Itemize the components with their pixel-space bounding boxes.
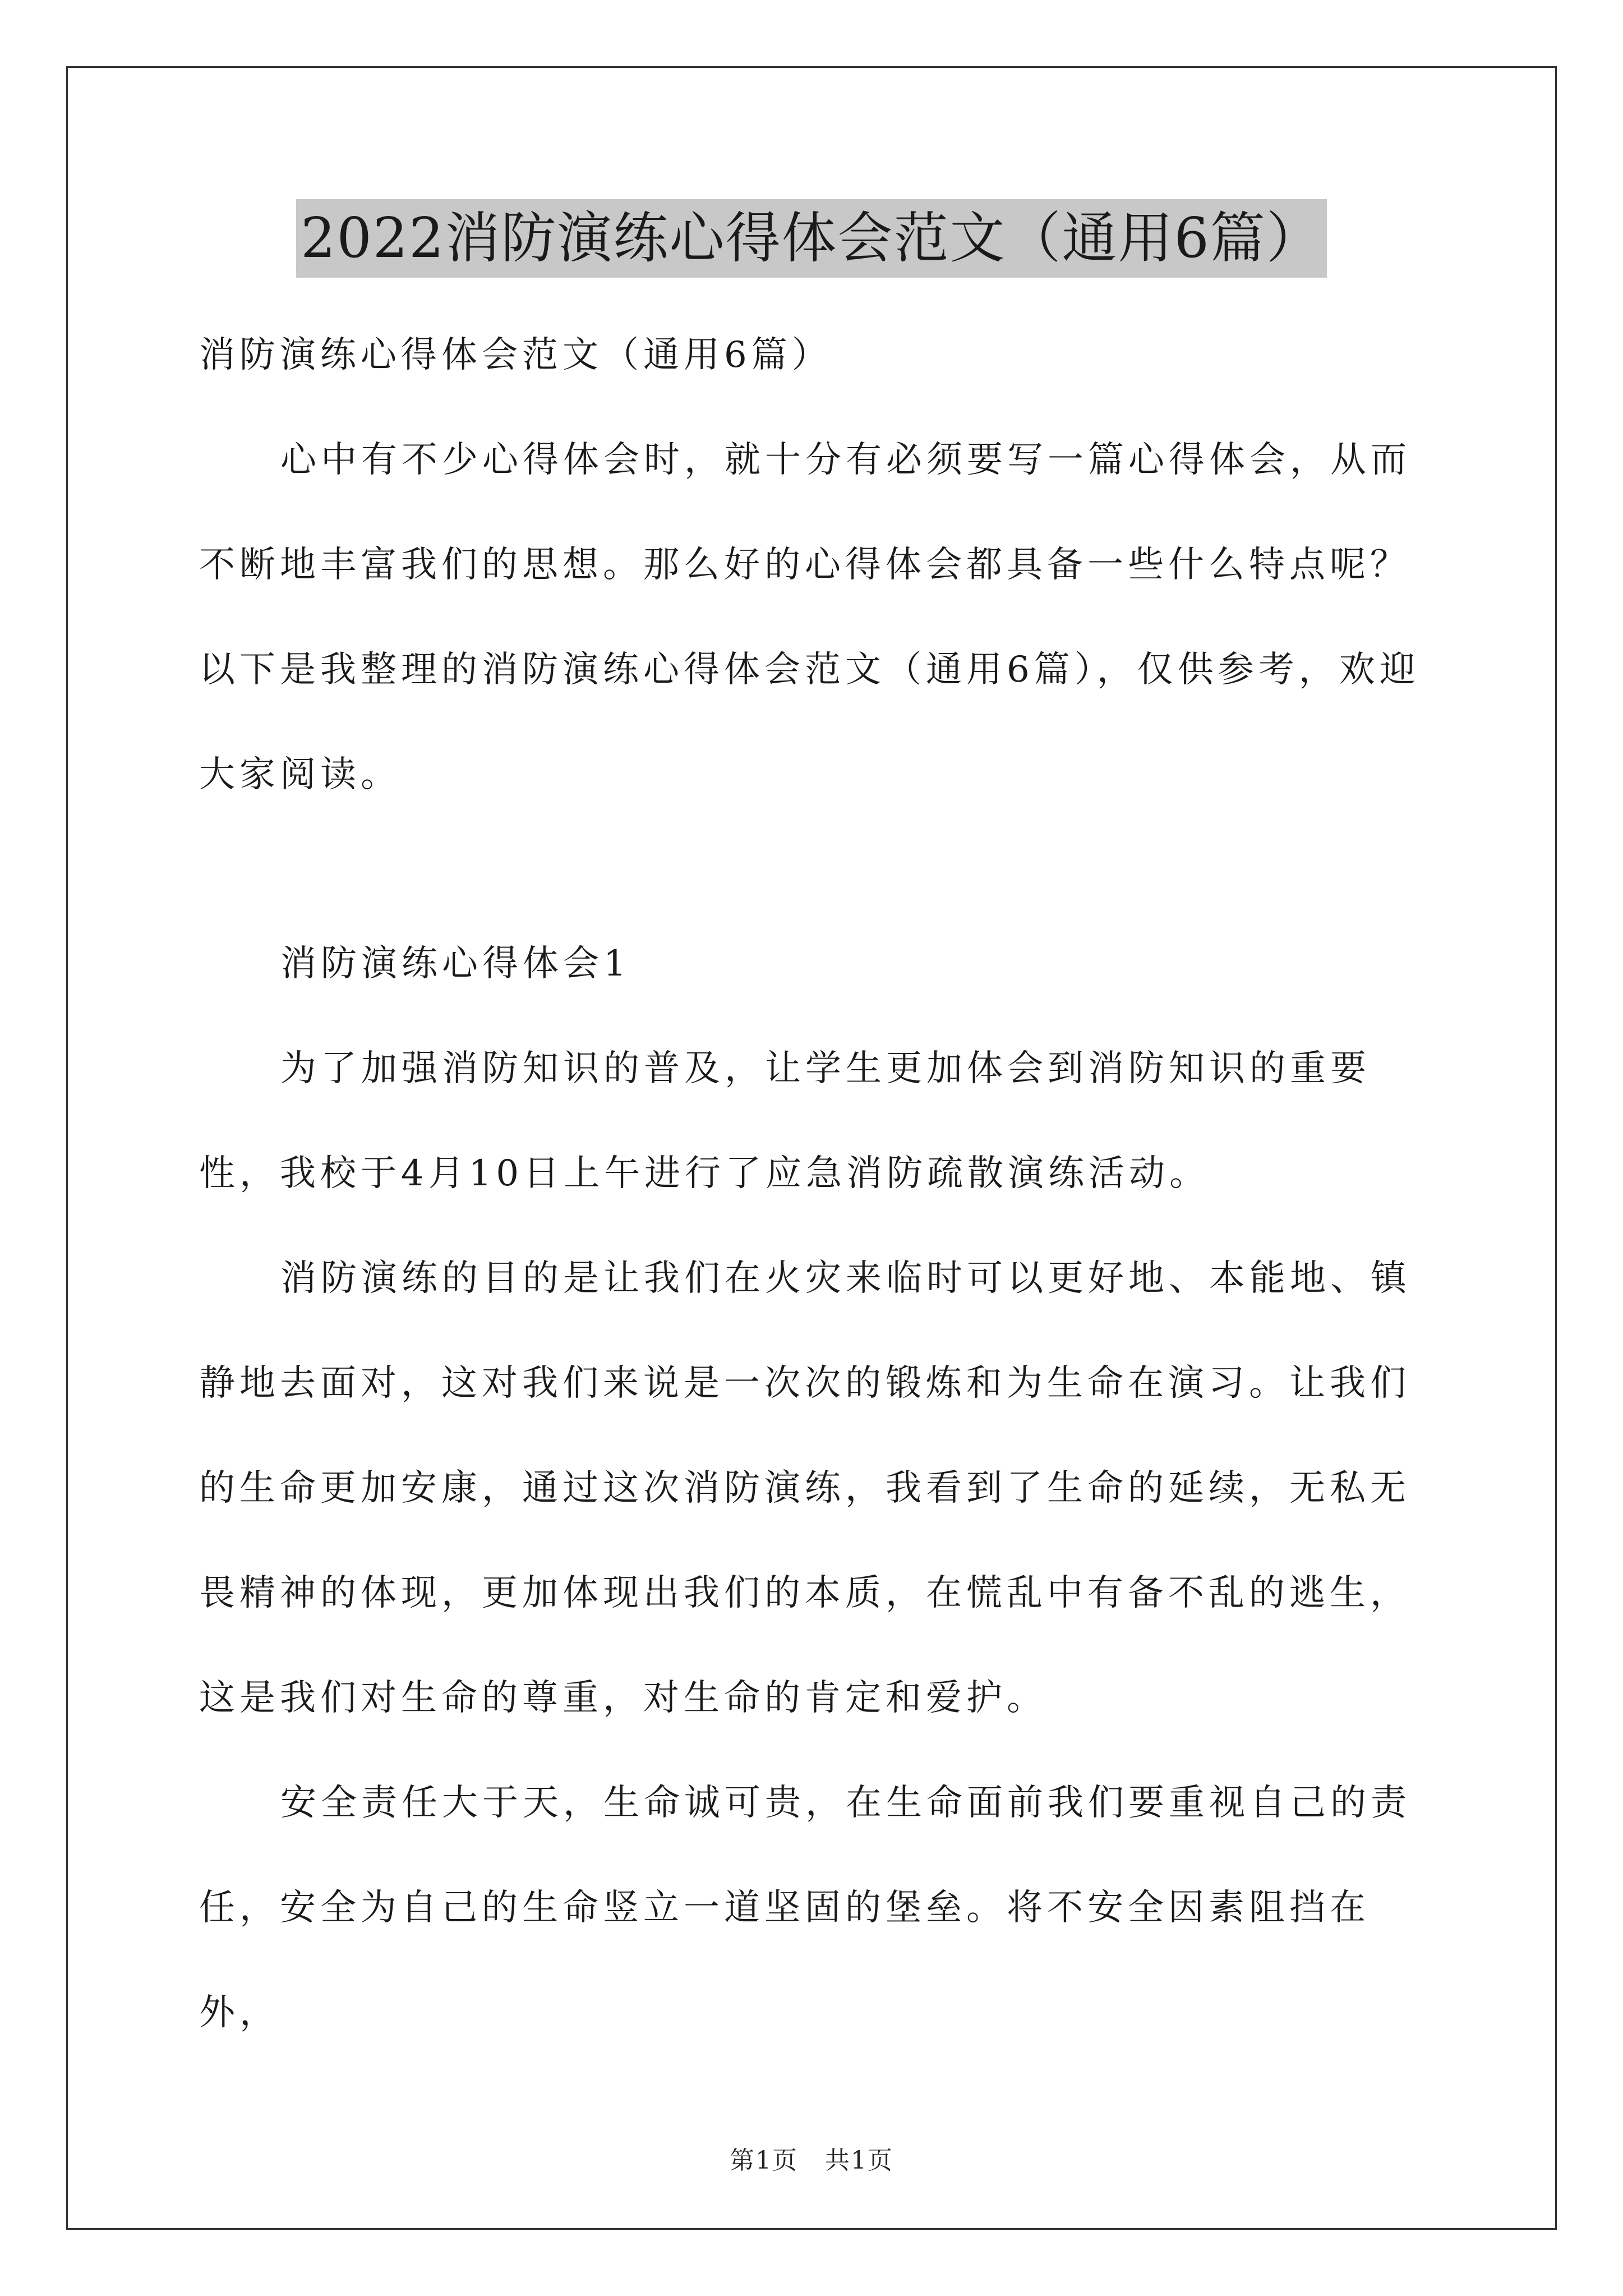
section-spacer: [199, 827, 1450, 912]
document-title: [0, 199, 1623, 278]
intro-paragraph: 心中有不少心得体会时，就十分有必须要写一篇心得体会，从而不断地丰富我们的思想。那么好的心得体会都具备一些什么特点呢？以下是我整理的消防演练心得体会范文（通用6篇），仅供参考，欢迎大家阅读。: [199, 439, 1420, 795]
section-heading: 消防演练心得体会1: [280, 943, 631, 984]
page-total: 共1页: [825, 2146, 893, 2175]
body-paragraph: 安全责任大于天，生命诚可贵，在生命面前我们要重视自己的责任，安全为自己的生命竖立一道坚固的堡垒。将不安全因素阻挡在外，: [199, 1782, 1411, 2033]
document-subtitle: 消防演练心得体会范文（通用6篇）: [199, 334, 832, 376]
page-number: 第1页: [730, 2146, 798, 2175]
document-title-text: 2022消防演练心得体会范文（通用6篇）: [296, 199, 1327, 278]
document-body: [199, 303, 1450, 2065]
page-footer: [0, 2140, 1623, 2176]
body-paragraph: 消防演练的目的是让我们在火灾来临时可以更好地、本能地、镇静地去面对，这对我们来说是一次次的锻炼和为生命在演习。让我们的生命更加安康，通过这次消防演练，我看到了生命的延续，无私无畏精神的体现，更加体现出我们的本质，在慌乱中有备不乱的逃生，这是我们对生命的尊重，对生命的肯定和爱护。: [199, 1258, 1411, 1719]
body-paragraph: 为了加强消防知识的普及，让学生更加体会到消防知识的重要性，我校于4月10日上午进行了应急消防疏散演练活动。: [199, 1048, 1371, 1194]
